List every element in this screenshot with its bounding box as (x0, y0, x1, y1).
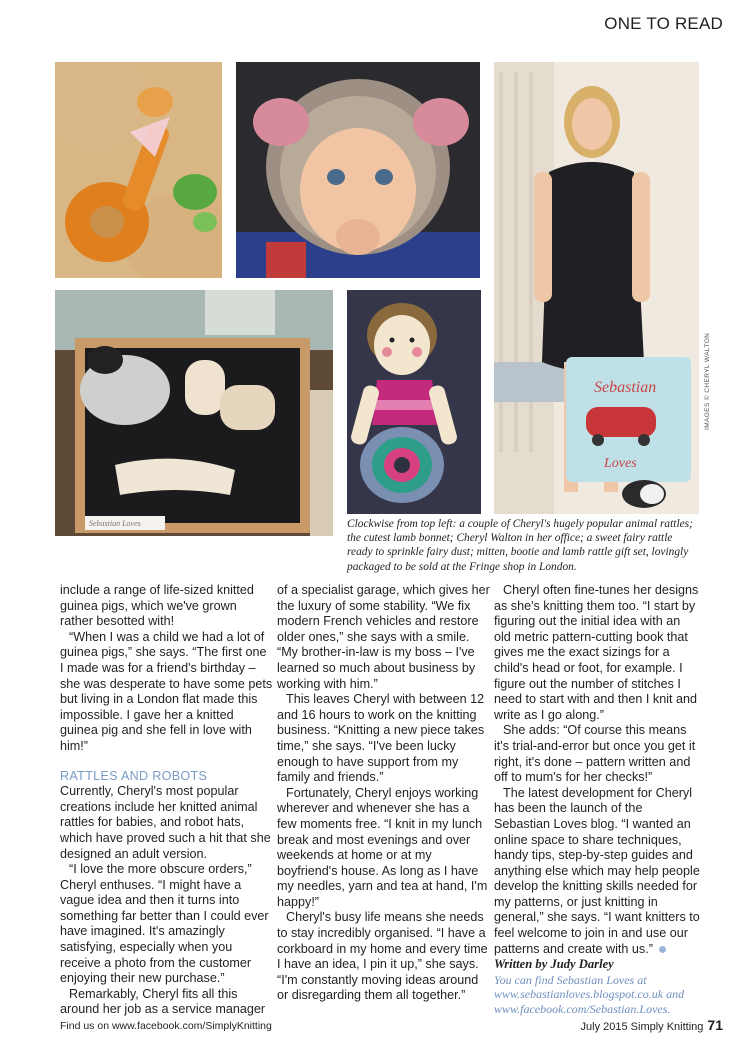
article-column-1 (60, 583, 273, 1018)
gift-card-text: Sebastian Loves (89, 519, 141, 528)
subheading: RATTLES AND ROBOTS (60, 768, 208, 783)
fairy-rattle-photo (347, 290, 481, 514)
cushion-text-bottom: Loves (604, 456, 637, 471)
paragraph: include a range of life-sized knitted guinea pigs, which we've grown rather besotted with! (60, 583, 254, 629)
article-column-2 (277, 583, 490, 1004)
footer-issue-info (581, 1017, 723, 1033)
paragraph: Cheryl's busy life means she needs to stay incredibly organised. “I have a corkboard in my home and every time I have an idea, I pin it up,” she says. “I'm constantly moving ideas around or disregarding them all together.” (277, 910, 488, 1003)
endnote: You can find Sebastian Loves at www.sebastianloves.blogspot.co.uk and www.facebook.com/Sebastian.Loves. (494, 972, 685, 1017)
paragraph: Currently, Cheryl's most popular creations include her knitted animal rattles for babies, and robot hats, which have proved such a hit that she designed an adult version. (60, 784, 271, 861)
byline: Written by Judy Darley (494, 957, 614, 972)
article-column-3 (494, 583, 700, 1017)
footer-facebook-link[interactable]: Find us on www.facebook.com/SimplyKnitting (60, 1020, 272, 1032)
paragraph: “I love the more obscure orders,” Cheryl enthuses. “I might have a vague idea and then it turns into something far better than I could ever have imagined. It's amazingly satisfying, especially when you receive a photo from the customer enjoying their new purchase.” (60, 862, 269, 986)
paragraph: This leaves Cheryl with between 12 and 16 hours to work on the knitting business. “Knitting a new piece takes time,” she says. “I've been lucky enough to have support from my family and friends.” (277, 692, 485, 785)
section-label: ONE TO READ (604, 14, 723, 33)
knitted-giraffe-rattle-photo (55, 62, 222, 278)
end-mark-icon (659, 946, 666, 953)
gift-box-photo (55, 290, 333, 536)
paragraph: Fortunately, Cheryl enjoys working wherever and whenever she has a few moments free. “I knit in my lunch break and most evenings and over weekends at home or at my boyfriend's house. As long as I have my needles, yarn and tea at hand, I'm happy!” (277, 785, 488, 909)
image-credit: IMAGES © CHERYL WALTON (704, 332, 711, 430)
baby-lamb-bonnet-photo (236, 62, 480, 278)
paragraph: Cheryl often fine-tunes her designs as she's knitting them too. “I start by figuring out the initial idea with an old metric pattern-cutting book that gives me the exact sizings for a child's head or foot, for example. I figure out the number of stitches I need to start with and then I knit and write as I go along.” (494, 583, 699, 722)
photo-caption: Clockwise from top left: a couple of Cheryl's hugely popular animal rattles; the cutest lamb bonnet; Cheryl Walton in her office; a sweet fairy rattle ready to sprinkle fairy dust; mitten, bootie and lamb rattle gift set, lovingly packaged to be sold at the Fringe shop in London. (347, 518, 693, 573)
page-number: 71 (707, 1017, 723, 1033)
paragraph (494, 786, 700, 958)
paragraph-text: The latest development for Cheryl has been the launch of the Sebastian Loves blog. “I wanted an online space to share techniques, handy tips, step-by-step guides and anything else which may help people develop the knitting skills needed for my patterns, or just knitting in general,” she says. “I want knitters to feel welcome to join in and use our patterns and create with us.” (494, 785, 700, 956)
paragraph: “When I was a child we had a lot of guinea pigs,” she says. “The first one I made was for a friend's birthday – she was desperate to have some pets but living in a London flat made this impossible. I gave her a knitted guinea pig and she fell in love with him!” (60, 629, 273, 753)
paragraph: She adds: “Of course this means it's trial-and-error but once you get it right, it's done – pattern written and off to mum's for her checks!” (494, 723, 696, 785)
footer-issue: July 2015 Simply Knitting (580, 1021, 704, 1033)
cheryl-portrait-photo (494, 62, 699, 514)
paragraph: of a specialist garage, which gives her the luxury of some stability. “We fix modern French vehicles and restore older ones,” she says with a smile. “My brother-in-law is my boss – I've learned so much about business by working with him.” (277, 583, 490, 691)
paragraph: Remarkably, Cheryl fits all this around her job as a service manager (60, 986, 266, 1017)
cushion-text-top: Sebastian (594, 379, 657, 396)
